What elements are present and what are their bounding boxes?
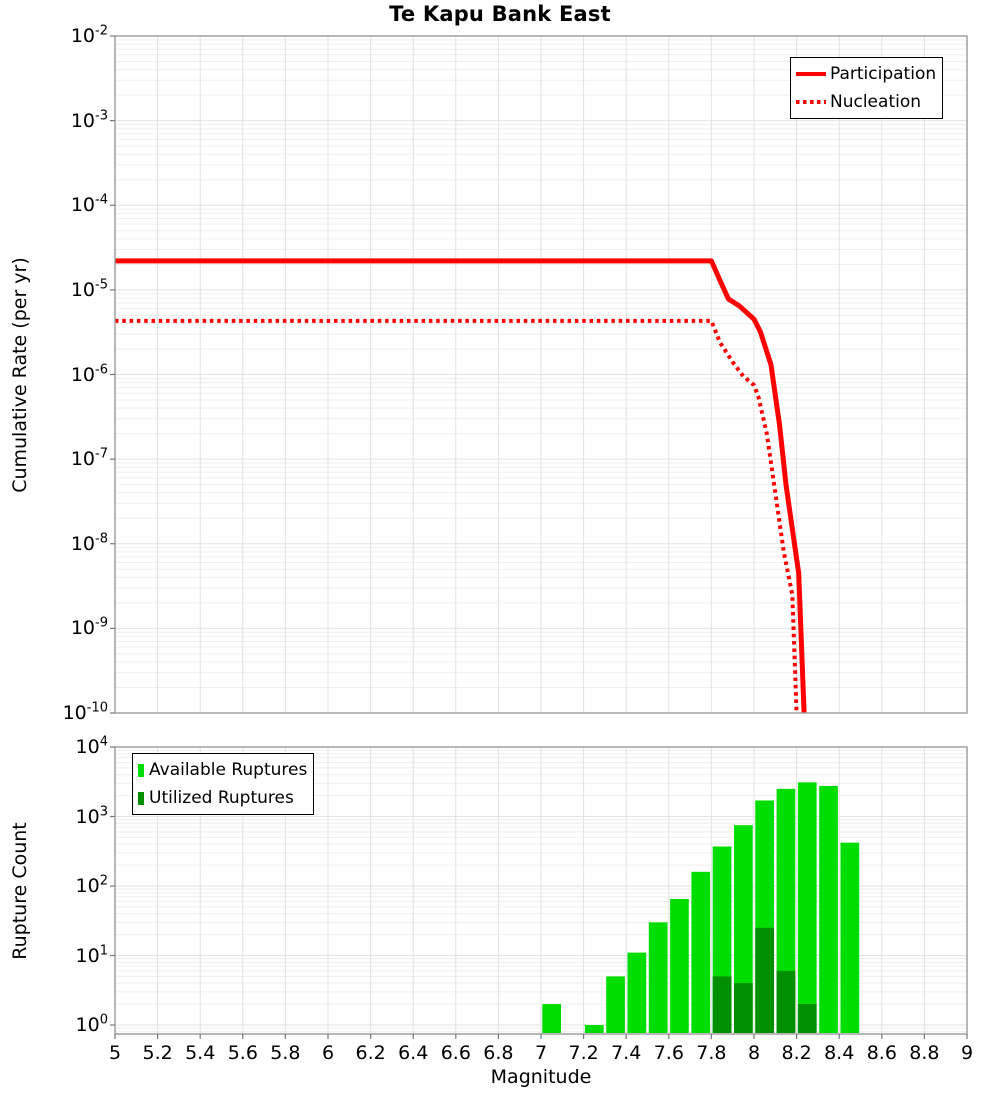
x-tick-label: 6.2 — [355, 1042, 386, 1064]
legend-item-utilized — [138, 784, 307, 812]
y-tick-label: $10^{-6}$ — [70, 362, 108, 386]
x-tick-label: 7.4 — [611, 1042, 642, 1064]
y-tick-label: $10^0$ — [75, 1012, 108, 1036]
y-tick-label: $10^3$ — [75, 804, 108, 828]
chart-title: Te Kapu Bank East — [389, 2, 611, 26]
x-tick-label: 9 — [960, 1042, 974, 1064]
utilized-bar — [798, 1004, 817, 1033]
y-tick-label: $10^2$ — [75, 873, 108, 897]
available-bar — [691, 872, 710, 1033]
utilized-bar — [734, 983, 753, 1033]
available-bar — [649, 922, 668, 1033]
x-tick-label: 8.4 — [824, 1042, 855, 1064]
available-bar — [628, 953, 647, 1033]
legend-label: Available Ruptures — [149, 760, 308, 780]
available-bar — [841, 843, 860, 1033]
available-swatch — [138, 764, 144, 777]
x-tick-label: 6.6 — [440, 1042, 471, 1064]
top-curves — [115, 261, 804, 713]
x-tick-label: 8.2 — [781, 1042, 812, 1064]
participation-line — [115, 261, 804, 713]
available-bar — [819, 786, 838, 1033]
y-tick-label: $10^{-4}$ — [70, 192, 108, 217]
y-tick-label: $10^4$ — [75, 734, 108, 758]
bottom-legend — [132, 753, 314, 815]
y-tick-label: $10^{-10}$ — [62, 700, 108, 724]
utilized-bar — [777, 971, 796, 1033]
nucleation-line-swatch — [796, 100, 826, 104]
utilized-bar — [755, 928, 774, 1033]
y-tick-label: $10^{-8}$ — [70, 531, 108, 555]
x-tick-label: 7.2 — [568, 1042, 599, 1064]
utilized-bar — [713, 976, 732, 1033]
available-bar — [542, 1004, 561, 1033]
bottom-y-axis-label: Rupture Count — [9, 822, 31, 960]
x-tick-label: 5.4 — [185, 1042, 216, 1064]
top-y-axis-label: Cumulative Rate (per yr) — [9, 257, 31, 493]
legend-label: Participation — [830, 64, 937, 84]
x-tick-label: 5 — [108, 1042, 122, 1064]
x-tick-label: 6.4 — [398, 1042, 429, 1064]
utilized-swatch — [138, 792, 144, 805]
x-tick-label: 8 — [747, 1042, 761, 1064]
available-bar — [606, 976, 625, 1033]
x-tick-label: 8.6 — [866, 1042, 897, 1064]
x-tick-label: 6 — [321, 1042, 335, 1064]
participation-line-swatch — [796, 72, 826, 76]
legend-label: Nucleation — [830, 92, 922, 112]
x-tick-label: 5.6 — [227, 1042, 258, 1064]
x-tick-label: 5.8 — [270, 1042, 301, 1064]
y-tick-label: $10^{-5}$ — [70, 277, 108, 301]
x-tick-label: 7.6 — [653, 1042, 684, 1064]
y-tick-label: $10^{-7}$ — [70, 446, 108, 471]
available-bar — [670, 899, 689, 1033]
y-tick-label: $10^{-3}$ — [70, 108, 108, 132]
available-bar — [585, 1025, 604, 1033]
legend-item-available — [138, 756, 307, 784]
x-tick-label: 6.8 — [483, 1042, 514, 1064]
top-legend — [790, 57, 943, 119]
x-tick-label: 7.8 — [696, 1042, 727, 1064]
legend-label: Utilized Ruptures — [149, 788, 294, 808]
x-tick-label: 5.2 — [142, 1042, 173, 1064]
y-tick-label: $10^1$ — [75, 943, 108, 967]
y-tick-label: $10^{-2}$ — [70, 23, 108, 47]
x-axis-label: Magnitude — [490, 1066, 592, 1088]
legend-item-nucleation — [796, 88, 936, 116]
x-tick-label: 7 — [534, 1042, 548, 1064]
available-bar — [798, 782, 817, 1033]
legend-item-participation — [796, 60, 936, 88]
x-tick-label: 8.8 — [909, 1042, 940, 1064]
y-tick-label: $10^{-9}$ — [70, 616, 108, 640]
